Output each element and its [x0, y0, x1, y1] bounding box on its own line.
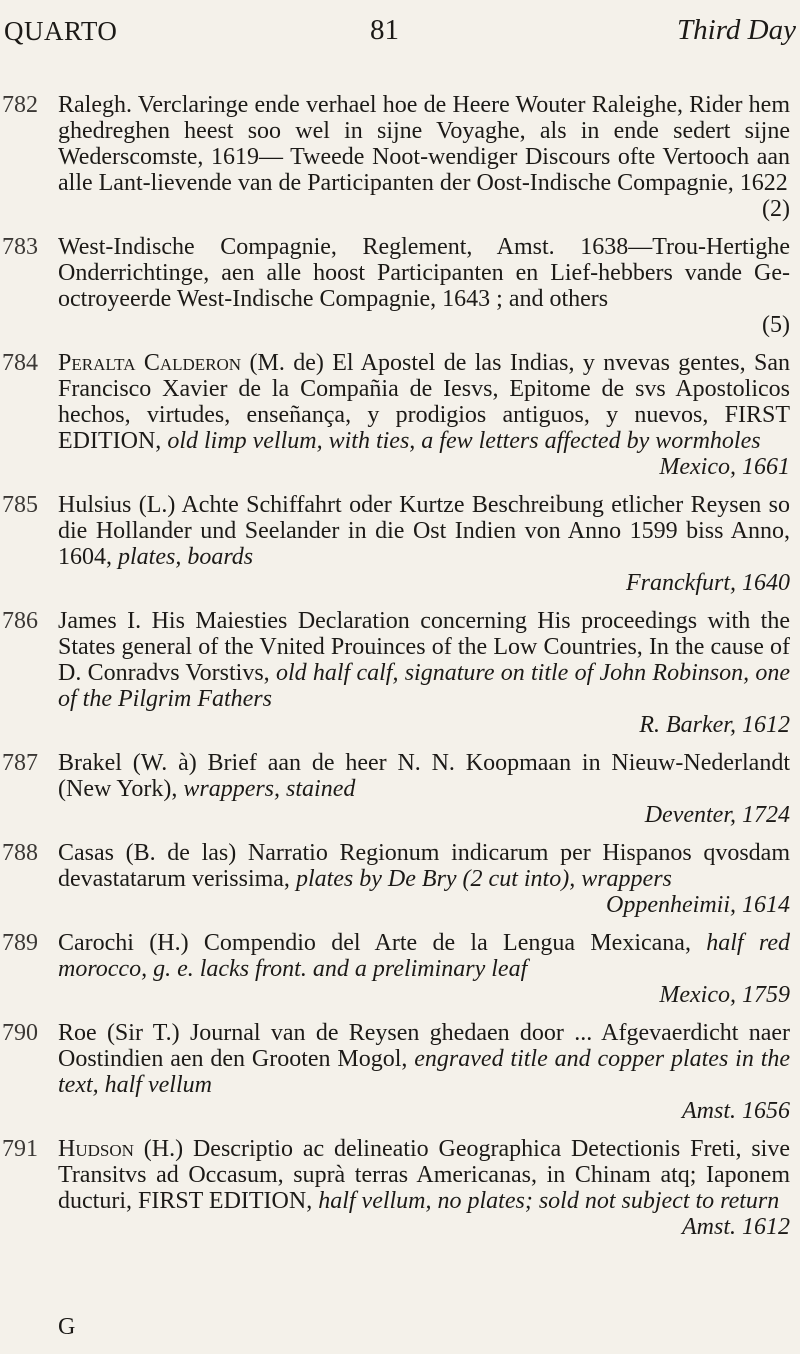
- lot-author: Peralta Calderon: [58, 350, 242, 376]
- lot-imprint: Amst. 1656: [682, 1098, 790, 1124]
- lot-description: [58, 350, 790, 454]
- header-format: QUARTO: [4, 16, 118, 46]
- lot-condition: old limp vellum, with ties, a few letters affected by wormholes: [167, 428, 761, 454]
- lot-title: Brakel (W. à) Brief aan de heer N. N. Koopmaan in Nieuw-Nederlandt (New York),: [58, 750, 790, 802]
- lot-number: 787: [2, 750, 38, 776]
- lot-title: James I. His Maiesties Declaration concerning His proceedings with the States general of the Vnited Prouinces of the Low Countries, In the cause of D. Conradvs Vorstivs,: [58, 608, 790, 686]
- lot-description: [58, 930, 790, 982]
- lot-description: [58, 608, 790, 712]
- lot-entry: [0, 750, 800, 828]
- page-header: [0, 0, 800, 60]
- lot-imprint: Deventer, 1724: [644, 802, 790, 828]
- lot-entry: [0, 840, 800, 918]
- lot-entry: [0, 1020, 800, 1124]
- lot-entry: [0, 350, 800, 480]
- lot-imprint: (5): [762, 312, 790, 338]
- lot-imprint: Oppenheimii, 1614: [606, 892, 790, 918]
- lot-title: (M. de) El Apostel de las Indias, y nvevas gentes, San Francisco Xavier de la Compañia de Iesvs, Epitome de svs Apostolicos hechos, virtudes, enseñança, y prodigios antiguos, y nuevos, FIRST EDITION,: [58, 350, 791, 454]
- lot-title: West-Indische Compagnie, Reglement, Amst. 1638—Trou-Hertighe Onderrichtinge, aen alle hoost Participanten en Lief-hebbers vande Ge-octroyeerde West-Indische Compagnie, 1643 ; and others: [58, 234, 790, 312]
- lot-title: Carochi (H.) Compendio del Arte de la Lengua Mexicana,: [58, 930, 691, 956]
- lot-imprint: Mexico, 1661: [659, 454, 790, 480]
- lot-imprint: Amst. 1612: [682, 1214, 790, 1240]
- lot-imprint: Franckfurt, 1640: [626, 570, 790, 596]
- lot-description: [58, 750, 790, 802]
- lot-condition: plates by De Bry (2 cut into), wrappers: [295, 866, 672, 892]
- lot-number: 783: [2, 234, 38, 260]
- lot-list: [0, 92, 800, 1252]
- lot-condition: wrappers, stained: [183, 776, 356, 802]
- signature-mark: G: [58, 1314, 76, 1340]
- page-number: 81: [370, 14, 399, 46]
- lot-entry: [0, 608, 800, 738]
- lot-author: Hudson: [58, 1136, 134, 1162]
- lot-description: [58, 234, 790, 312]
- lot-number: 784: [2, 350, 38, 376]
- lot-condition: plates, boards: [118, 544, 254, 570]
- lot-entry: [0, 930, 800, 1008]
- lot-entry: [0, 92, 800, 222]
- lot-title: Roe (Sir T.) Journal van de Reysen ghedaen door ... Afgevaerdicht naer Oostindien aen den Grooten Mogol,: [58, 1020, 790, 1072]
- lot-number: 791: [2, 1136, 38, 1162]
- lot-imprint: Mexico, 1759: [659, 982, 790, 1008]
- lot-title: Hulsius (L.) Achte Schiffahrt oder Kurtze Beschreibung etlicher Reysen so die Hollander und Seelander in die Ost Indien von Anno 1599 biss Anno, 1604,: [58, 492, 790, 570]
- lot-entry: [0, 1136, 800, 1240]
- header-day: Third Day: [677, 14, 796, 46]
- lot-number: 785: [2, 492, 38, 518]
- lot-number: 790: [2, 1020, 38, 1046]
- lot-condition: half vellum, no plates; sold not subject to return: [318, 1188, 780, 1214]
- lot-number: 788: [2, 840, 38, 866]
- lot-number: 789: [2, 930, 38, 956]
- lot-description: [58, 840, 790, 892]
- lot-number: 782: [2, 92, 38, 118]
- lot-title: (H.) Descriptio ac delineatio Geographica Detectionis Freti, sive Transitvs ad Occasum, suprà terras Americanas, in Chinam atq; Iaponem ducturi, FIRST EDITION,: [58, 1136, 790, 1214]
- lot-entry: [0, 492, 800, 596]
- lot-condition: old half calf, signature on title of John Robinson, one of the Pilgrim Fathers: [58, 660, 791, 712]
- lot-description: [58, 1020, 790, 1098]
- lot-description: [58, 1136, 790, 1214]
- lot-imprint: R. Barker, 1612: [639, 712, 790, 738]
- lot-description: [58, 92, 790, 196]
- lot-entry: [0, 234, 800, 338]
- lot-condition: half red morocco, g. e. lacks front. and a preliminary leaf: [58, 930, 791, 982]
- lot-condition: engraved title and copper plates in the text, half vellum: [58, 1046, 791, 1098]
- lot-title: Ralegh. Verclaringe ende verhael hoe de Heere Wouter Raleighe, Rider hem ghedreghen heest soo wel in sijne Voyaghe, als in ende sedert sijne Wederscomste, 1619— Tweede Noot-wendiger Discours ofte Vertooch aan alle Lant-lievende van de Participanten der Oost-Indische Compagnie, 1622: [58, 92, 790, 196]
- lot-number: 786: [2, 608, 38, 634]
- lot-title: Casas (B. de las) Narratio Regionum indicarum per Hispanos qvosdam devastatarum verissima,: [58, 840, 790, 892]
- lot-imprint: (2): [762, 196, 790, 222]
- lot-description: [58, 492, 790, 570]
